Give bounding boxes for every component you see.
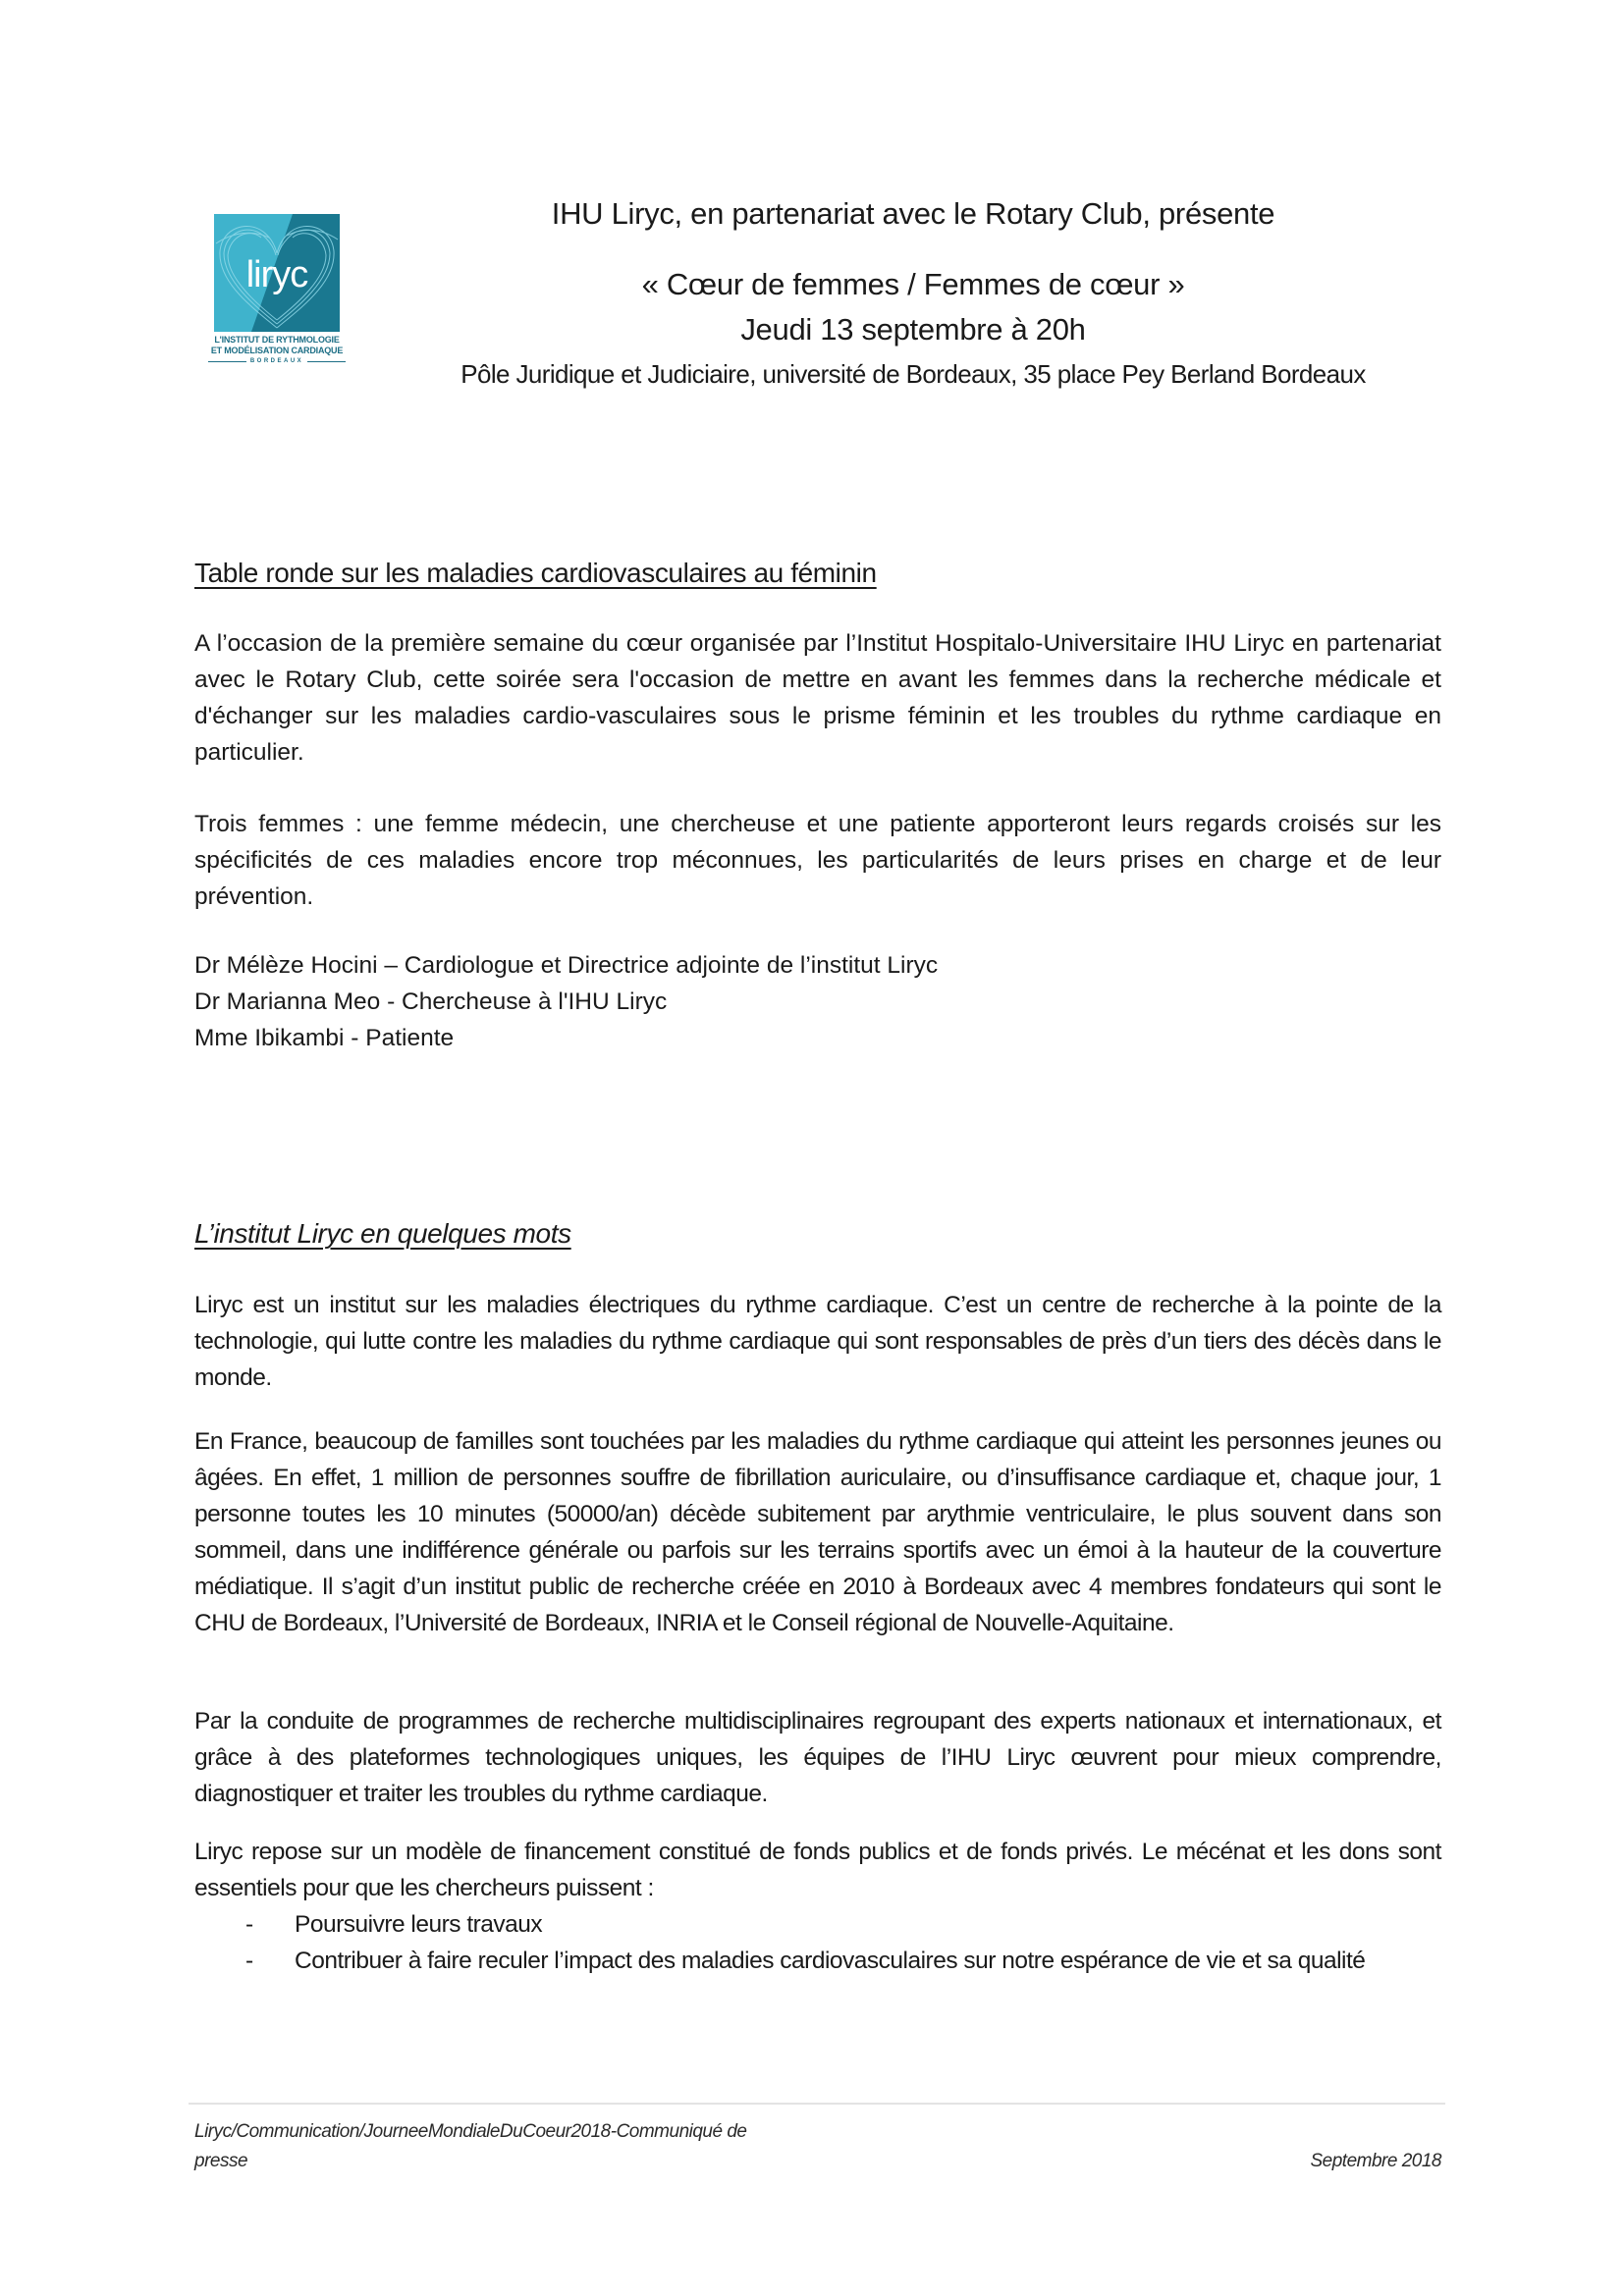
footer-path-line1: Liryc/Communication/JourneeMondialeDuCoeur2018-Communiqué de [194,2121,747,2142]
support-list [194,1906,1441,1979]
logo-caption [208,335,346,367]
event-title: « Cœur de femmes / Femmes de cœur » [641,267,1185,301]
dash-bullet-icon: - [245,1948,253,1974]
logo-heart-icon [214,214,340,332]
event-datetime: Jeudi 13 septembre à 20h [740,312,1086,347]
footer-date: Septembre 2018 [1310,2151,1441,2171]
list-item-text: Contribuer à faire reculer l’impact des maladies cardiovasculaires sur notre espérance de vie et sa qualité [295,1948,1366,1974]
logo-rule-right [307,361,346,362]
section2-paragraph-4: Liryc repose sur un modèle de financement constitué de fonds publics et de fonds privés. Le mécénat et les dons sont essentiels pour que les chercheurs puissent : [194,1839,1441,1901]
list-item-text: Poursuivre leurs travaux [295,1911,543,1938]
logo-city-row [208,356,346,367]
logo-rule-left [208,361,246,362]
logo-caption-line2: ET MODÉLISATION CARDIAQUE [210,345,344,355]
logo-caption-line1: L'INSTITUT DE RYTHMOLOGIE [214,335,340,345]
speakers-list [194,947,1441,1056]
footer-divider [189,2103,1445,2105]
liryc-logo [210,214,344,387]
dash-bullet-icon: - [245,1911,253,1938]
presenter-line: IHU Liryc, en partenariat avec le Rotary Club, présente [551,196,1275,231]
section-heading-table-ronde: Table ronde sur les maladies cardiovasculaires au féminin [194,558,877,588]
event-location: Pôle Juridique et Judiciaire, université de Bordeaux, 35 place Pey Berland Bordeaux [460,359,1366,389]
speaker-item: Mme Ibikambi - Patiente [194,1025,455,1051]
footer-path-line2: presse [194,2151,248,2171]
list-item [194,1943,1441,1979]
svg-text:liryc: liryc [245,254,308,295]
section2-paragraph-3: Par la conduite de programmes de recherche multidisciplinaires regroupant des experts nationaux et internationaux, et grâce à des plateformes technologiques uniques, les équipes de l’IHU Liryc œuvrent pour mieux comprendre, diagnostiquer et traiter les troubles du rythme cardiaque. [194,1708,1441,1807]
section2-paragraph-4-with-list [194,1834,1441,1979]
section2-paragraph-2: En France, beaucoup de familles sont touchées par les maladies du rythme cardiaque qui atteint les personnes jeunes ou âgées. En effet, 1 million de personnes souffre de fibrillation auriculaire, ou d’insuffisance cardiaque et, chaque jour, 1 personne toutes les 10 minutes (50000/an) décède subitement par arythmie ventriculaire, le plus souvent dans son sommeil, dans une indifférence générale ou parfois sur les terrains sportifs avec un émoi à la hauteur de la couverture médiatique. Il s’agit d’un institut public de recherche créée en 2010 à Bordeaux avec 4 membres fondateurs qui sont le CHU de Bordeaux, l’Université de Bordeaux, INRIA et le Conseil régional de Nouvelle-Aquitaine. [194,1428,1441,1636]
speaker-item: Dr Marianna Meo - Chercheuse à l'IHU Liryc [194,988,668,1015]
list-item [194,1906,1441,1943]
section-heading-institut: L’institut Liryc en quelques mots [194,1218,571,1249]
speaker-item: Dr Mélèze Hocini – Cardiologue et Directrice adjointe de l’institut Liryc [194,952,939,979]
footer-document-path [194,2117,882,2176]
section1-paragraph-1: A l’occasion de la première semaine du cœur organisée par l’Institut Hospitalo-Universitaire IHU Liryc en partenariat avec le Rotary Club, cette soirée sera l'occasion de mettre en avant les femmes dans la recherche médicale et d'échanger sur les maladies cardio-vasculaires sous le prisme féminin et les troubles du rythme cardiaque en particulier. [194,630,1441,766]
section2-paragraph-1: Liryc est un institut sur les maladies électriques du rythme cardiaque. C’est un centre de recherche à la pointe de la technologie, qui lutte contre les maladies du rythme cardiaque qui sont responsables de près d’un tiers des décès dans le monde. [194,1292,1441,1391]
section1-paragraph-2: Trois femmes : une femme médecin, une chercheuse et une patiente apporteront leurs regards croisés sur les spécificités de ces maladies encore trop méconnues, les particularités de leurs prises en charge et de leur prévention. [194,811,1441,910]
logo-city: BORDEAUX [249,358,304,364]
